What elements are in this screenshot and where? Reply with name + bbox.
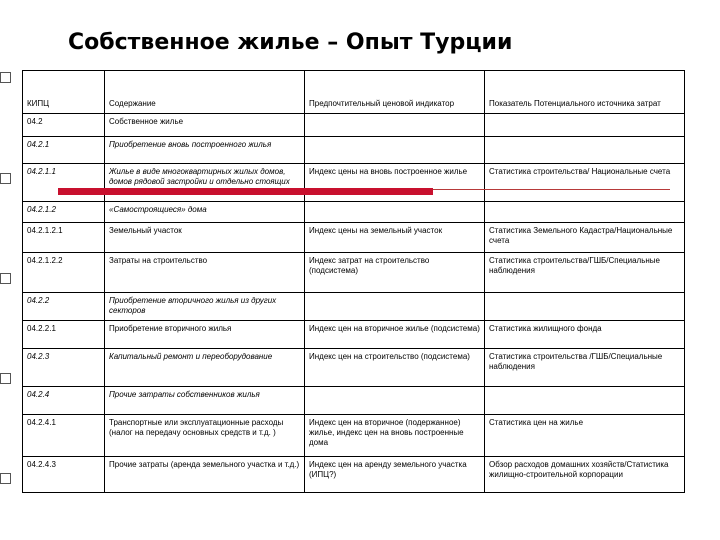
table-row bbox=[23, 253, 685, 293]
row-code: 04.2.2 bbox=[23, 293, 105, 321]
row-indicator: Индекс затрат на строительство (подсистема) bbox=[305, 253, 485, 293]
row-code: 04.2.4.3 bbox=[23, 457, 105, 493]
row-content: Транспортные или эксплуатационные расходы (налог на передачу основных средств и т.д. ) bbox=[105, 415, 305, 457]
row-content: Жилье в виде многоквартирных жилых домов, домов рядовой застройки и отдельно стоящих bbox=[105, 164, 305, 202]
row-source bbox=[485, 293, 685, 321]
row-content: Капитальный ремонт и переоборудование bbox=[105, 349, 305, 387]
row-code: 04.2.4.1 bbox=[23, 415, 105, 457]
header-content: Содержание bbox=[105, 71, 305, 114]
row-code: 04.2.2.1 bbox=[23, 321, 105, 349]
row-code: 04.2.1.2.1 bbox=[23, 223, 105, 253]
row-code: 04.2.3 bbox=[23, 349, 105, 387]
highlight-bar bbox=[58, 188, 433, 195]
bullet-square-icon bbox=[0, 173, 11, 184]
row-content: Приобретение вторичного жилья из других секторов bbox=[105, 293, 305, 321]
table-row bbox=[23, 349, 685, 387]
row-content: Земельный участок bbox=[105, 223, 305, 253]
header-source: Показатель Потенциального источника затрат bbox=[485, 71, 685, 114]
cpi-housing-table bbox=[22, 70, 685, 493]
row-indicator: Индекс цены на земельный участок bbox=[305, 223, 485, 253]
row-indicator: Индекс цен на вторичное жилье (подсистема) bbox=[305, 321, 485, 349]
row-code: 04.2.4 bbox=[23, 387, 105, 415]
table-header-row bbox=[23, 71, 685, 114]
table-row bbox=[23, 415, 685, 457]
row-code: 04.2.1.2.2 bbox=[23, 253, 105, 293]
row-source: Статистика строительства/ Национальные счета bbox=[485, 164, 685, 202]
row-code: 04.2 bbox=[23, 114, 105, 137]
row-indicator: Индекс цены на вновь построенное жилье bbox=[305, 164, 485, 202]
row-code: 04.2.1 bbox=[23, 137, 105, 164]
row-source: Обзор расходов домашних хозяйств/Статистика жилищно-строительной корпорации bbox=[485, 457, 685, 493]
table-row bbox=[23, 321, 685, 349]
row-indicator bbox=[305, 137, 485, 164]
bullet-square-icon bbox=[0, 473, 11, 484]
row-source bbox=[485, 387, 685, 415]
row-indicator bbox=[305, 387, 485, 415]
header-code: КИПЦ bbox=[23, 71, 105, 114]
highlight-underline bbox=[433, 189, 670, 190]
table-row bbox=[23, 202, 685, 223]
row-content: «Самостроящиеся» дома bbox=[105, 202, 305, 223]
table-row bbox=[23, 137, 685, 164]
row-indicator bbox=[305, 114, 485, 137]
row-source: Статистика жилищного фонда bbox=[485, 321, 685, 349]
slide-title: Собственное жилье – Опыт Турции bbox=[68, 30, 513, 55]
row-indicator: Индекс цен на строительство (подсистема) bbox=[305, 349, 485, 387]
row-content: Приобретение вторичного жилья bbox=[105, 321, 305, 349]
table-row bbox=[23, 223, 685, 253]
row-source: Статистика строительства /ГШБ/Специальные наблюдения bbox=[485, 349, 685, 387]
table-row bbox=[23, 114, 685, 137]
row-code: 04.2.1.2 bbox=[23, 202, 105, 223]
row-content: Собственное жилье bbox=[105, 114, 305, 137]
row-code: 04.2.1.1 bbox=[23, 164, 105, 202]
table-row bbox=[23, 457, 685, 493]
row-source bbox=[485, 137, 685, 164]
row-indicator bbox=[305, 293, 485, 321]
bullet-square-icon bbox=[0, 72, 11, 83]
row-source: Статистика цен на жилье bbox=[485, 415, 685, 457]
row-content: Затраты на строительство bbox=[105, 253, 305, 293]
row-source: Статистика Земельного Кадастра/Национальные счета bbox=[485, 223, 685, 253]
row-indicator: Индекс цен на аренду земельного участка (ИПЦ?) bbox=[305, 457, 485, 493]
header-indicator: Предпочтительный ценовой индикатор bbox=[305, 71, 485, 114]
row-content: Прочие затраты собственников жилья bbox=[105, 387, 305, 415]
table-row bbox=[23, 293, 685, 321]
row-source bbox=[485, 202, 685, 223]
row-source bbox=[485, 114, 685, 137]
row-indicator: Индекс цен на вторичное (подержанное) жилье, индекс цен на вновь построенные дома bbox=[305, 415, 485, 457]
bullet-square-icon bbox=[0, 373, 11, 384]
row-content: Приобретение вновь построенного жилья bbox=[105, 137, 305, 164]
row-content: Прочие затраты (аренда земельного участка и т.д.) bbox=[105, 457, 305, 493]
bullet-square-icon bbox=[0, 273, 11, 284]
table-row bbox=[23, 387, 685, 415]
row-source: Статистика строительства/ГШБ/Специальные наблюдения bbox=[485, 253, 685, 293]
row-indicator bbox=[305, 202, 485, 223]
table-row bbox=[23, 164, 685, 202]
